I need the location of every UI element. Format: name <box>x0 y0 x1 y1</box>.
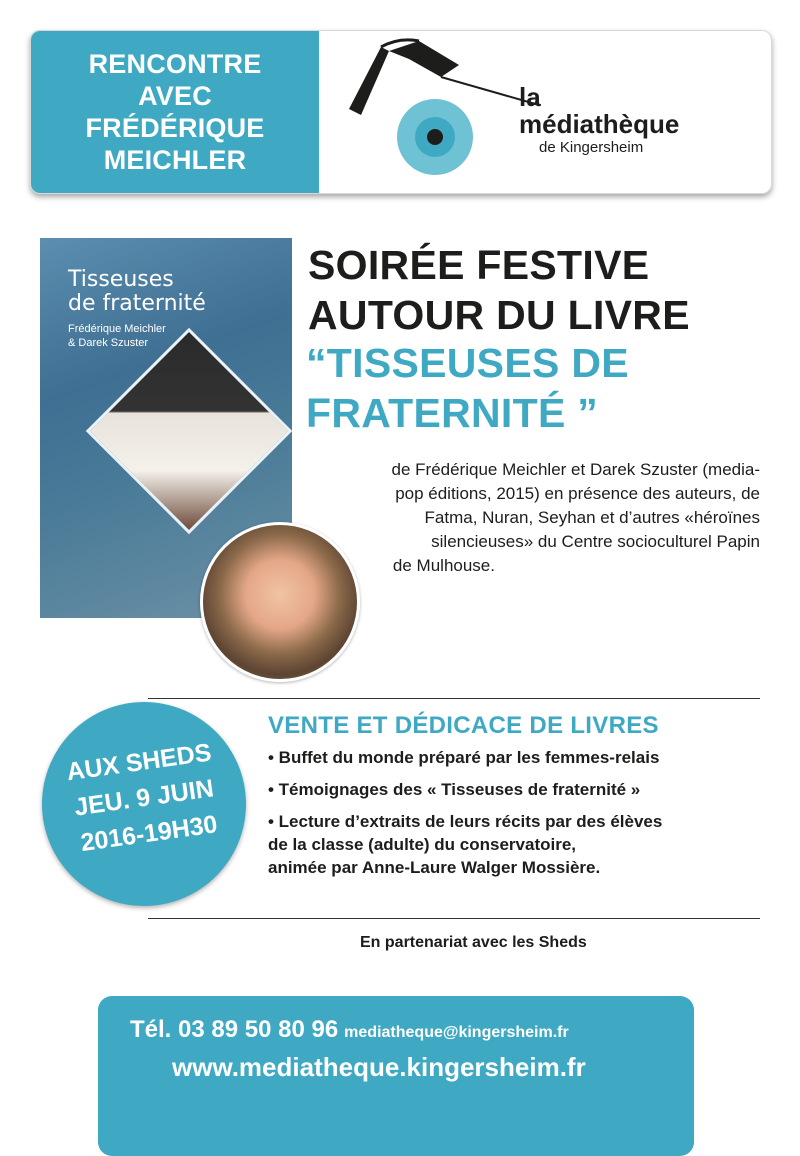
list-item-line: de la classe (adulte) du conservatoire, <box>268 835 577 854</box>
description-line: de Mulhouse. <box>392 556 495 575</box>
logo-text-kingersheim: de Kingersheim <box>539 139 644 156</box>
event-date: JEU. 9 JUIN <box>72 774 216 822</box>
divider-top <box>148 698 760 699</box>
book-cover-authors: Frédérique Meichler & Darek Szuster <box>68 323 166 349</box>
logo-text-la: la <box>519 82 541 112</box>
program-list <box>268 746 768 888</box>
event-location: AUX SHEDS <box>64 738 214 787</box>
list-item-line: • Lecture d’extraits de leurs récits par des élèves <box>268 812 663 831</box>
event-date-badge <box>42 702 246 906</box>
description-line: de Frédérique Meichler et Darek Szuster (media- <box>391 460 760 479</box>
list-item: • Buffet du monde préparé par les femmes-relais <box>268 748 660 767</box>
header-title: RENCONTRE AVEC FRÉDÉRIQUE MEICHLER <box>85 49 265 175</box>
website-link[interactable]: www.mediatheque.kingersheim.fr <box>172 1052 586 1082</box>
description-line: pop éditions, 2015) en présence des auteurs, de <box>395 484 760 503</box>
book-cover-photo <box>86 328 292 534</box>
list-item <box>268 810 768 879</box>
headline-book-title: “TISSEUSES DE FRATERNITÉ ” <box>306 340 629 436</box>
logo-text-mediatheque: médiathèque <box>519 109 680 139</box>
phone-number: Tél. 03 89 50 80 96 <box>130 1016 339 1043</box>
event-time: 2016-19H30 <box>78 810 220 858</box>
contact-line <box>130 1016 569 1044</box>
partnership-note: En partenariat avec les Sheds <box>360 934 587 951</box>
program-title: VENTE ET DÉDICACE DE LIVRES <box>268 712 659 739</box>
book-cover-title: Tisseuses de fraternité <box>68 267 206 316</box>
list-item-line: animée par Anne-Laure Walger Mossière. <box>268 858 601 877</box>
description-line: Fatma, Nuran, Seyhan et d’autres «héroïnes <box>424 508 760 527</box>
contact-footer <box>98 996 694 1156</box>
divider-bottom <box>148 918 760 919</box>
email-address[interactable]: mediatheque@kingersheim.fr <box>344 1024 569 1041</box>
header-banner <box>30 30 772 194</box>
list-item: • Témoignages des « Tisseuses de fraternité » <box>268 780 641 799</box>
header-title-panel <box>31 31 319 193</box>
headline-main: SOIRÉE FESTIVE AUTOUR DU LIVRE <box>308 242 690 338</box>
description-line: silencieuses» du Centre socioculturel Papin <box>431 532 760 551</box>
event-date-text <box>35 730 252 865</box>
event-description <box>312 458 760 578</box>
